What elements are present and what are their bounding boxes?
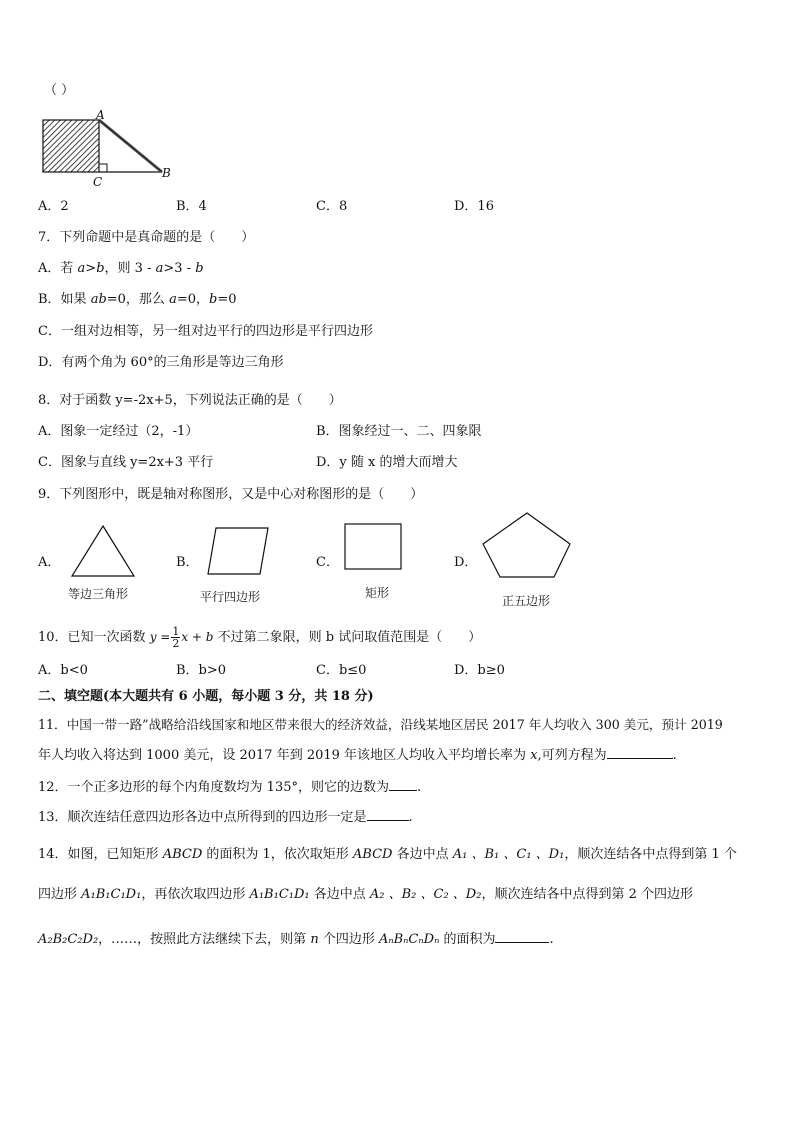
q14-l1-abcd: ABCD — [162, 847, 203, 862]
q14-l3-n: n — [310, 932, 319, 947]
q14-l2-a: 四边形 — [38, 887, 82, 902]
q10-option-c[interactable]: C．b≤0 — [316, 663, 367, 678]
q7-option-b[interactable] — [38, 291, 237, 309]
label-a: A — [96, 108, 105, 122]
q7-b-prefix: B．如果 — [38, 292, 91, 307]
q8-option-d[interactable]: D．y 随 x 的增大而增大 — [316, 455, 458, 470]
q10-fraction — [171, 626, 180, 649]
q6-option-b[interactable]: B．4 — [176, 199, 207, 214]
q11-line-2-suffix: ,可列方程为 — [537, 748, 607, 763]
q14-l1-b: 的面积为 1，依次取矩形 — [202, 847, 353, 862]
q10-stem-suffix: 不过第二象限，则 b 试问取值范围是（ ） — [217, 630, 482, 645]
q14-l1-a: 14．如图，已知矩形 — [38, 847, 163, 862]
q13-answer-blank[interactable] — [367, 808, 409, 821]
q12-answer-blank[interactable] — [389, 778, 417, 791]
q9-option-c[interactable]: C． — [316, 555, 339, 570]
q14-l1-d: ，顺次连结各中点得到第 1 个 — [564, 847, 737, 862]
q7-a-var2: b — [96, 261, 105, 276]
q7-option-c[interactable]: C．一组对边相等，另一组对边平行的四边形是平行四边形 — [38, 324, 373, 339]
regular-pentagon-figure — [480, 511, 574, 581]
q14-l2-c: 各边中点 — [309, 887, 370, 902]
caption-equilateral-triangle: 等边三角形 — [68, 587, 129, 601]
q14-l1-c: 各边中点 — [392, 847, 453, 862]
q7-b-mid1: =0，那么 — [106, 292, 170, 307]
q14-l2-b: ，再依次取四边形 — [141, 887, 250, 902]
label-c: C — [93, 175, 103, 189]
q13-end: . — [408, 810, 413, 825]
q7-a-prefix: A．若 — [38, 261, 78, 276]
right-angle-mark — [99, 164, 107, 172]
q11-line-1: 11．中国一带一路”战略给沿线国家和地区带来很大的经济效益，沿线某地区居民 2017 年人均收入 300 美元，预计 2019 — [38, 717, 723, 732]
q7-b-var2: a — [169, 292, 177, 307]
q7-a-mid: ，则 3 - — [104, 261, 156, 276]
q11-answer-blank[interactable] — [607, 746, 673, 759]
q12-end: . — [417, 780, 422, 795]
q12-stem — [38, 778, 421, 797]
q7-a-gt2: >3 - — [163, 261, 196, 276]
q8-option-b[interactable]: B．图象经过一、二、四象限 — [316, 424, 482, 439]
q10-option-d[interactable]: D．b≥0 — [454, 663, 505, 678]
q8-option-c[interactable]: C．图象与直线 y=2x+3 平行 — [38, 455, 214, 470]
q14-l2-d: ，顺次连结各中点得到第 2 个四边形 — [481, 887, 693, 902]
parallelogram-figure — [206, 526, 270, 576]
q6-option-a[interactable]: A．2 — [38, 199, 69, 214]
caption-regular-pentagon: 正五边形 — [502, 594, 551, 608]
q7-b-var1: ab — [90, 292, 107, 307]
q10-option-b[interactable]: B．b>0 — [176, 663, 227, 678]
q10-formula-rest: x + b — [181, 630, 214, 644]
q10-stem-prefix: 10．已知一次函数 — [38, 630, 146, 645]
q14-l3-quad: A₂B₂C₂D₂ — [38, 932, 99, 947]
q10-frac-num: 1 — [172, 625, 180, 638]
q7-a-var4: b — [195, 261, 204, 276]
q14-l3-c: 的面积为 — [439, 932, 496, 947]
q14-l3-quadn: AₙBₙCₙDₙ — [378, 932, 440, 947]
q14-l2-points: A₂ 、B₂ 、C₂ 、D₂ — [369, 887, 482, 902]
q10-stem — [38, 624, 481, 651]
q6-option-c[interactable]: C．8 — [316, 199, 348, 214]
equilateral-triangle-figure — [70, 524, 136, 580]
q11-line-2 — [38, 746, 677, 765]
q14-l3-a: ，……，按照此方法继续下去，则第 — [98, 932, 311, 947]
q8-option-a[interactable]: A．图象一定经过（2，-1） — [38, 424, 199, 439]
q7-option-d[interactable]: D．有两个角为 60°的三角形是等边三角形 — [38, 355, 284, 370]
q14-l3-end: . — [549, 932, 554, 947]
q7-a-var3: a — [155, 261, 164, 276]
q7-a-var1: a — [77, 261, 86, 276]
q14-l1-abcd2: ABCD — [352, 847, 393, 862]
q9-option-d[interactable]: D． — [454, 555, 478, 570]
q9-option-a[interactable]: A． — [38, 555, 61, 570]
caption-parallelogram: 平行四边形 — [200, 590, 261, 604]
q11-line-2-prefix: 年人均收入将达到 1000 美元，设 2017 年到 2019 年该地区人均收入平均增长率为 — [38, 748, 531, 763]
q7-b-end: =0 — [217, 292, 237, 307]
q7-a-gt1: > — [85, 261, 97, 276]
q14-line-2 — [38, 886, 693, 904]
caption-rectangle: 矩形 — [365, 586, 390, 600]
q14-answer-blank[interactable] — [495, 930, 549, 943]
section-2-title: 二、填空题(本大题共有 6 小题，每小题 3 分，共 18 分) — [38, 689, 374, 704]
q9-stem: 9．下列图形中，既是轴对称图形，又是中心对称图形的是（ ） — [38, 487, 424, 502]
q10-option-a[interactable]: A．b<0 — [38, 663, 88, 678]
q14-l3-b: 个四边形 — [318, 932, 379, 947]
q12-text: 12．一个正多边形的每个内角度数均为 135°，则它的边数为 — [38, 780, 389, 795]
q9-option-b[interactable]: B． — [176, 555, 199, 570]
q13-stem — [38, 808, 413, 827]
q10-formula-y: y = — [149, 630, 171, 644]
q11-line-2-end: . — [672, 748, 677, 763]
q14-l2-quad: A₁B₁C₁D₁ — [81, 887, 142, 902]
label-b: B — [162, 166, 171, 180]
q14-l1-points: A₁ 、B₁ 、C₁ 、D₁ — [452, 847, 565, 862]
q8-stem: 8．对于函数 y=-2x+5，下列说法正确的是（ ） — [38, 393, 342, 408]
q6-option-d[interactable]: D．16 — [454, 199, 494, 214]
q7-stem: 7．下列命题中是真命题的是（ ） — [38, 230, 255, 245]
hatched-square — [43, 120, 99, 172]
q7-b-mid2: =0， — [176, 292, 209, 307]
rectangle-figure — [344, 523, 404, 571]
q14-line-3 — [38, 930, 554, 949]
q6-bracket: （ ） — [44, 83, 75, 98]
q14-l2-quad2: A₁B₁C₁D₁ — [249, 887, 310, 902]
q13-text: 13．顺次连结任意四边形各边中点所得到的四边形一定是 — [38, 810, 367, 825]
q14-line-1 — [38, 846, 737, 864]
q10-frac-den: 2 — [172, 637, 180, 650]
q7-option-a[interactable] — [38, 260, 204, 278]
q7-b-var3: b — [209, 292, 218, 307]
q6-figure — [38, 108, 178, 188]
q11-var-x: x — [530, 748, 538, 763]
